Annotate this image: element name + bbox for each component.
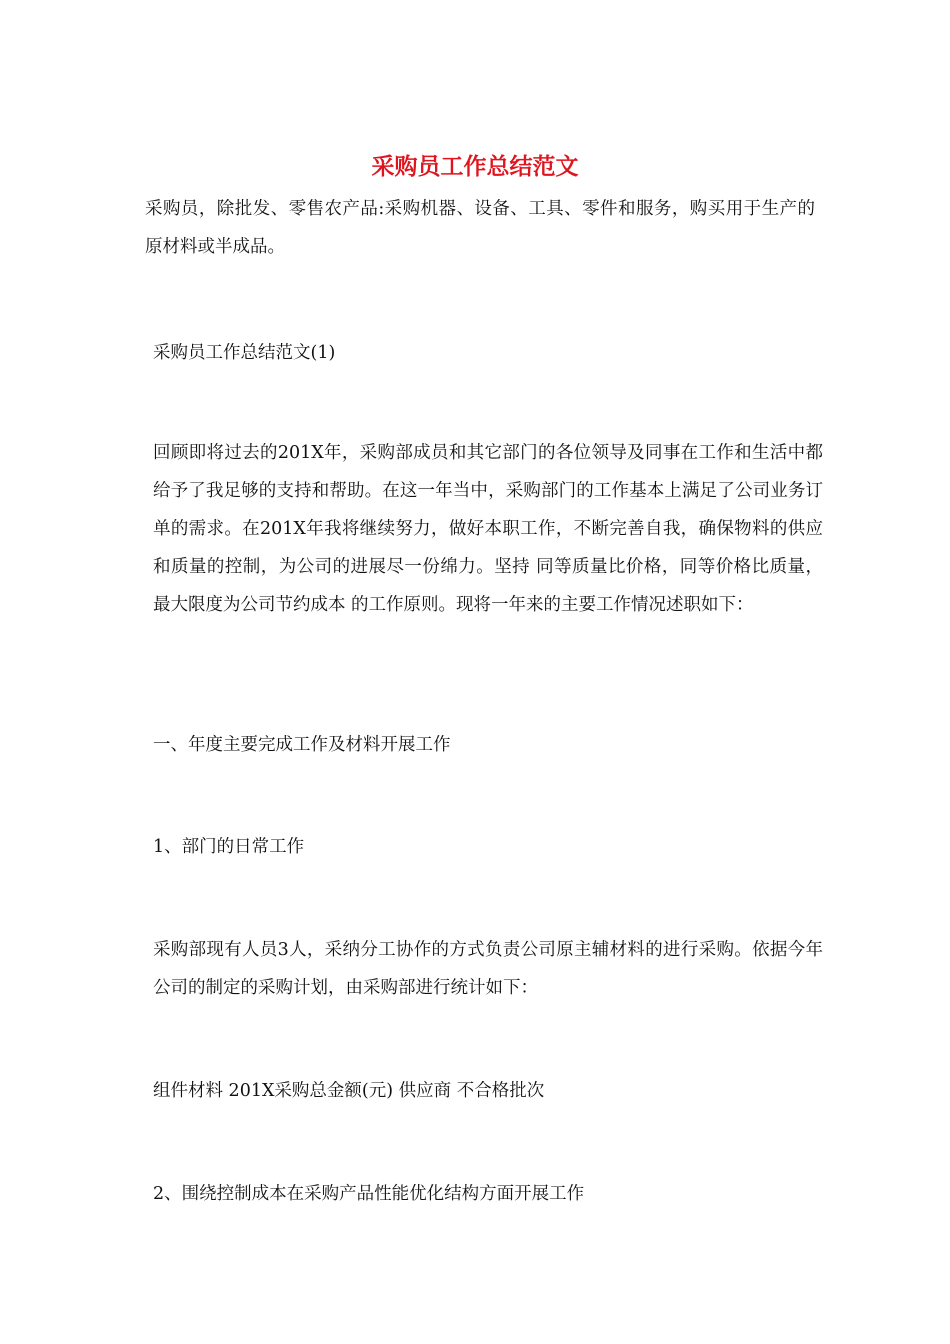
section-heading-1: 一、年度主要完成工作及材料开展工作 (153, 735, 451, 755)
section-heading-1-1: 1、部门的日常工作 (153, 837, 305, 857)
section-heading-1-2: 2、围绕控制成本在采购产品性能优化结构方面开展工作 (153, 1184, 585, 1204)
staff-paragraph: 采购部现有人员3人，采纳分工协作的方式负责公司原主辅材料的进行采购。依据今年公司的制定的采购计划，由采购部进行统计如下： (153, 940, 823, 998)
intro-paragraph: 采购员，除批发、零售农产品:采购机器、设备、工具、零件和服务，购买用于生产的原材料或半成品。 (145, 199, 815, 257)
document-title: 采购员工作总结范文 (371, 153, 579, 180)
subtitle-paragraph: 采购员工作总结范文(1) (153, 343, 336, 363)
table-header-line: 组件材料 201X采购总金额(元) 供应商 不合格批次 (153, 1081, 545, 1101)
review-paragraph: 回顾即将过去的201X年，采购部成员和其它部门的各位领导及同事在工作和生活中都给予了我足够的支持和帮助。在这一年当中，采购部门的工作基本上满足了公司业务订单的需求。在201X年我将继续努力，做好本职工作，不断完善自我，确保物料的供应和质量的控制，为公司的进展尽一份绵力。坚持 同等质量比价格，同等价格比质量，最大限度为公司节约成本 的工作原则。现将一年来的主要工作情况述职如下： (153, 443, 823, 615)
